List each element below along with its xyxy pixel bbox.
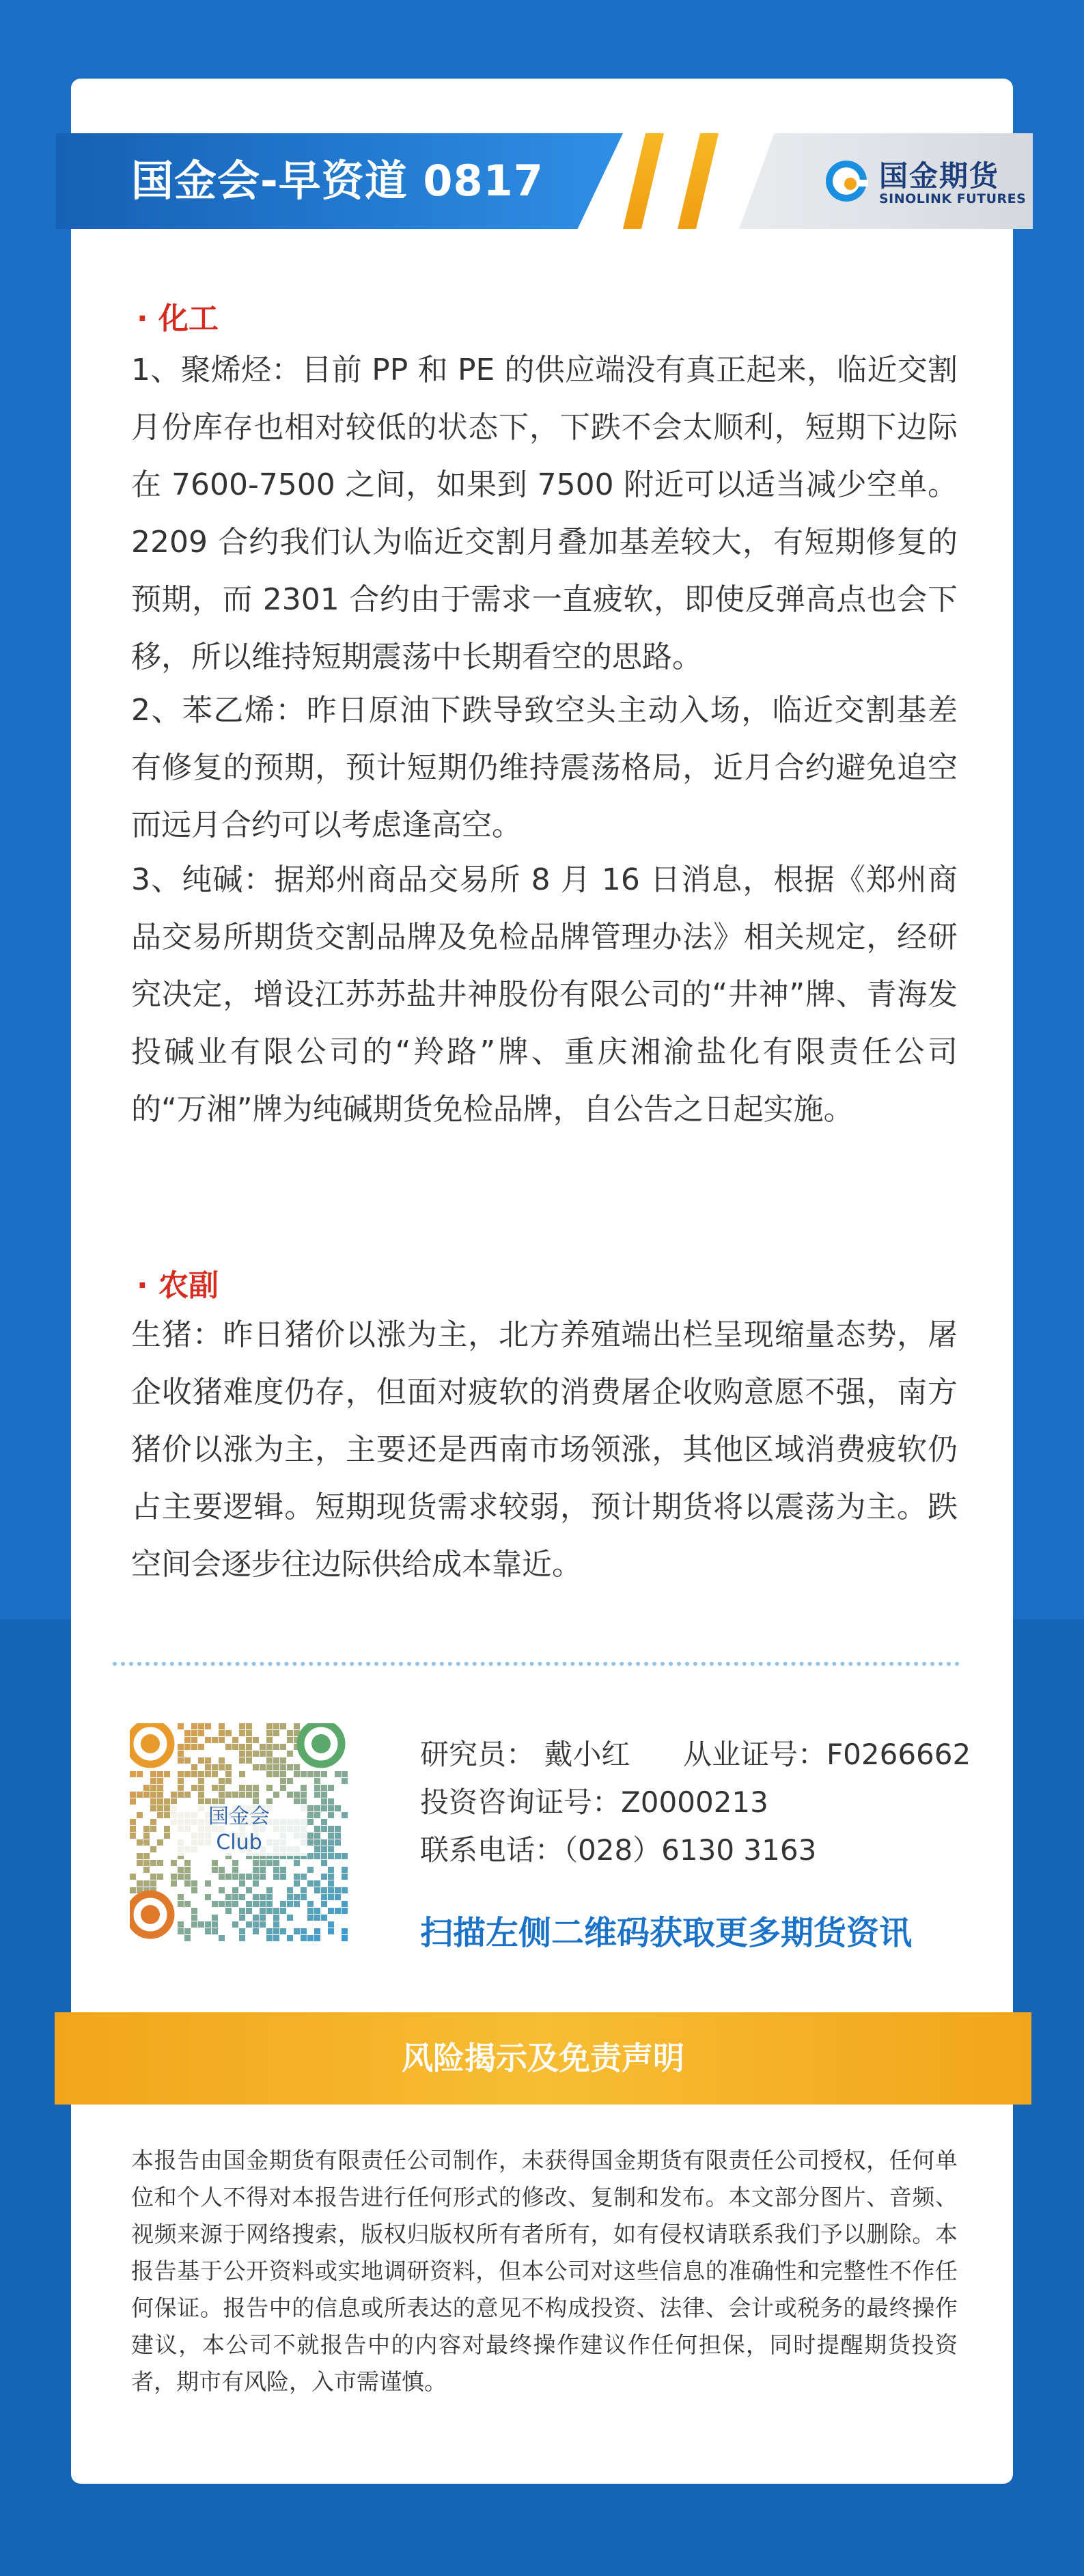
section-title-agriculture: · 农副 — [137, 1268, 219, 1303]
paragraph-polyolefin: 1、聚烯烃：目前 PP 和 PE 的供应端没有真正起来，临近交割月份库存也相对较低的状态下，下跌不会太顺利，短期下边际在 7600-7500 之间，如果到 7500 附近可以适当减少空单。2209 合约我们认为临近交割月叠加基差较大，有短期修复的预期，而 2301 合约由于需求一直疲软，即使反弹高点也会下移，所以维持短期震荡中长期看空的思路。 — [131, 353, 958, 674]
risk-disclosure-title: 风险揭示及免责声明 — [402, 2040, 684, 2077]
sinolink-logo-icon — [824, 159, 868, 203]
qr-call-to-action: 扫描左侧二维码获取更多期货资讯 — [420, 1914, 913, 1952]
paragraph-hogs: 生猪：昨日猪价以涨为主，北方养殖端出栏呈现缩量态势，屠企收猪难度仍存，但面对疲软的消费屠企收购意愿不强，南方猪价以涨为主，主要还是西南市场领涨，其他区域消费疲软仍占主要逻辑。短期现货需求较弱，预计期货将以震荡为主。跌空间会逐步往边际供给成本靠近。 — [131, 1317, 958, 1582]
advisory-license-number: 投资咨询证号：Z0000213 — [420, 1785, 768, 1819]
risk-disclosure-bar — [55, 2012, 1031, 2105]
logo-text-cn: 国金期货 — [879, 159, 1000, 193]
paragraph-soda-ash: 3、纯碱：据郑州商品交易所 8 月 16 日消息，根据《郑州商品交易所期货交割品牌及免检品牌管理办法》相关规定，经研究决定，增设江苏苏盐井神股份有限公司的“井神”牌、青海发投碱业有限公司的“羚路”牌、重庆湘渝盐化有限责任公司的“万湘”牌为纯碱期货免检品牌，自公告之日起实施。 — [131, 862, 958, 1127]
researcher-name: 研究员： 戴小红 — [420, 1738, 630, 1771]
logo-text-en: SINOLINK FUTURES — [879, 191, 1027, 206]
header-banner — [56, 133, 1033, 229]
page-title: 国金会-早资道 0817 — [131, 156, 544, 206]
disclaimer-text: 本报告由国金期货有限责任公司制作，未获得国金期货有限责任公司授权，任何单位和个人不得对本报告进行任何形式的修改、复制和发布。本文部分图片、音频、视频来源于网络搜索，版权归版权所有者所有，如有侵权请联系我们予以删除。本报告基于公开资料或实地调研资料，但本公司对这些信息的准确性和完整性不作任何保证。报告中的信息或所表达的意见不构成投资、法律、会计或税务的最终操作建议，本公司不就报告中的内容对最终操作建议作任何担保，同时提醒期货投资者，期市有风险，入市需谨慎。 — [131, 2147, 958, 2395]
divider — [113, 1662, 960, 1666]
section-title-chemicals: · 化工 — [137, 301, 219, 336]
qr-label: 国金会 Club — [171, 1804, 307, 1856]
license-number: 从业证号：F0266662 — [683, 1738, 971, 1771]
contact-phone: 联系电话：（028）6130 3163 — [420, 1833, 817, 1867]
paragraph-styrene: 2、苯乙烯：昨日原油下跌导致空头主动入场，临近交割基差有修复的预期，预计短期仍维持震荡格局，近月合约避免追空而远月合约可以考虑逢高空。 — [131, 693, 958, 842]
decorative-stripe — [678, 133, 719, 229]
decorative-stripe — [623, 133, 664, 229]
